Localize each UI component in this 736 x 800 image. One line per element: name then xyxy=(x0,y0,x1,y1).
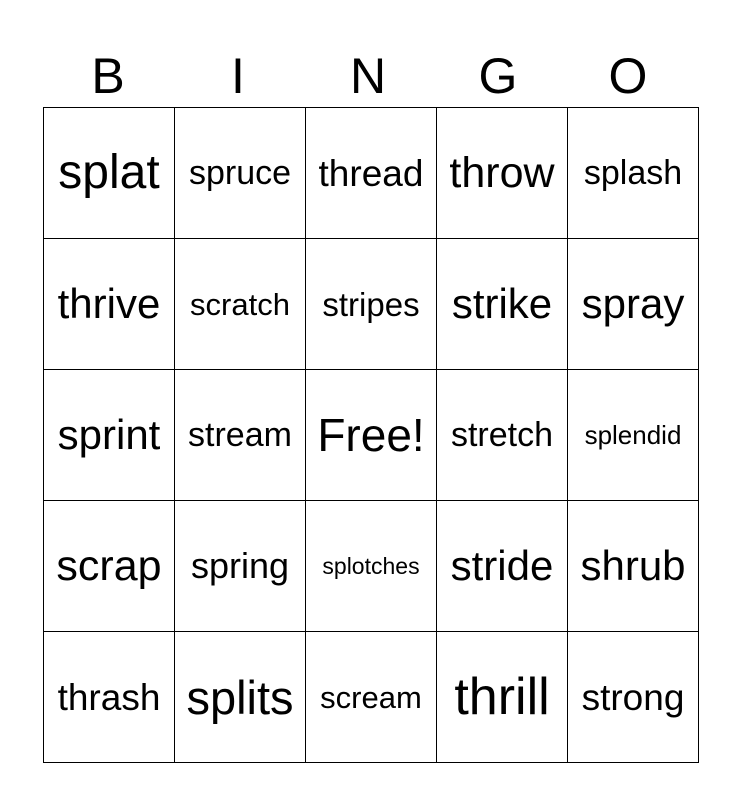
bingo-cell[interactable]: thrill xyxy=(437,632,568,763)
bingo-cell[interactable]: splits xyxy=(175,632,306,763)
header-letter-n: N xyxy=(349,48,387,104)
bingo-cell[interactable]: shrub xyxy=(568,501,699,632)
bingo-cell[interactable]: splotches xyxy=(306,501,437,632)
bingo-cell[interactable]: throw xyxy=(437,108,568,239)
board-row xyxy=(44,501,699,632)
board-row xyxy=(44,632,699,763)
bingo-cell[interactable]: spray xyxy=(568,239,699,370)
bingo-cell[interactable]: splendid xyxy=(568,370,699,501)
bingo-cell[interactable]: thrive xyxy=(44,239,175,370)
bingo-cell[interactable]: spring xyxy=(175,501,306,632)
header-letter-i: I xyxy=(231,48,245,104)
bingo-cell[interactable]: thrash xyxy=(44,632,175,763)
bingo-cell[interactable]: strike xyxy=(437,239,568,370)
header-letter-g: G xyxy=(478,48,518,104)
bingo-header xyxy=(43,46,693,106)
bingo-cell[interactable]: scratch xyxy=(175,239,306,370)
header-letter-b: B xyxy=(91,48,125,104)
free-space-cell[interactable]: Free! xyxy=(306,370,437,501)
bingo-cell[interactable]: stretch xyxy=(437,370,568,501)
board-row xyxy=(44,239,699,370)
bingo-cell[interactable]: stripes xyxy=(306,239,437,370)
bingo-cell[interactable]: scrap xyxy=(44,501,175,632)
bingo-cell[interactable]: splash xyxy=(568,108,699,239)
bingo-board xyxy=(43,107,699,763)
bingo-cell[interactable]: splat xyxy=(44,108,175,239)
bingo-cell[interactable]: thread xyxy=(306,108,437,239)
bingo-cell[interactable]: sprint xyxy=(44,370,175,501)
bingo-cell[interactable]: strong xyxy=(568,632,699,763)
bingo-cell[interactable]: stream xyxy=(175,370,306,501)
header-letter-o: O xyxy=(608,48,648,104)
bingo-cell[interactable]: spruce xyxy=(175,108,306,239)
board-row xyxy=(44,370,699,501)
board-row xyxy=(44,108,699,239)
bingo-cell[interactable]: stride xyxy=(437,501,568,632)
bingo-cell[interactable]: scream xyxy=(306,632,437,763)
